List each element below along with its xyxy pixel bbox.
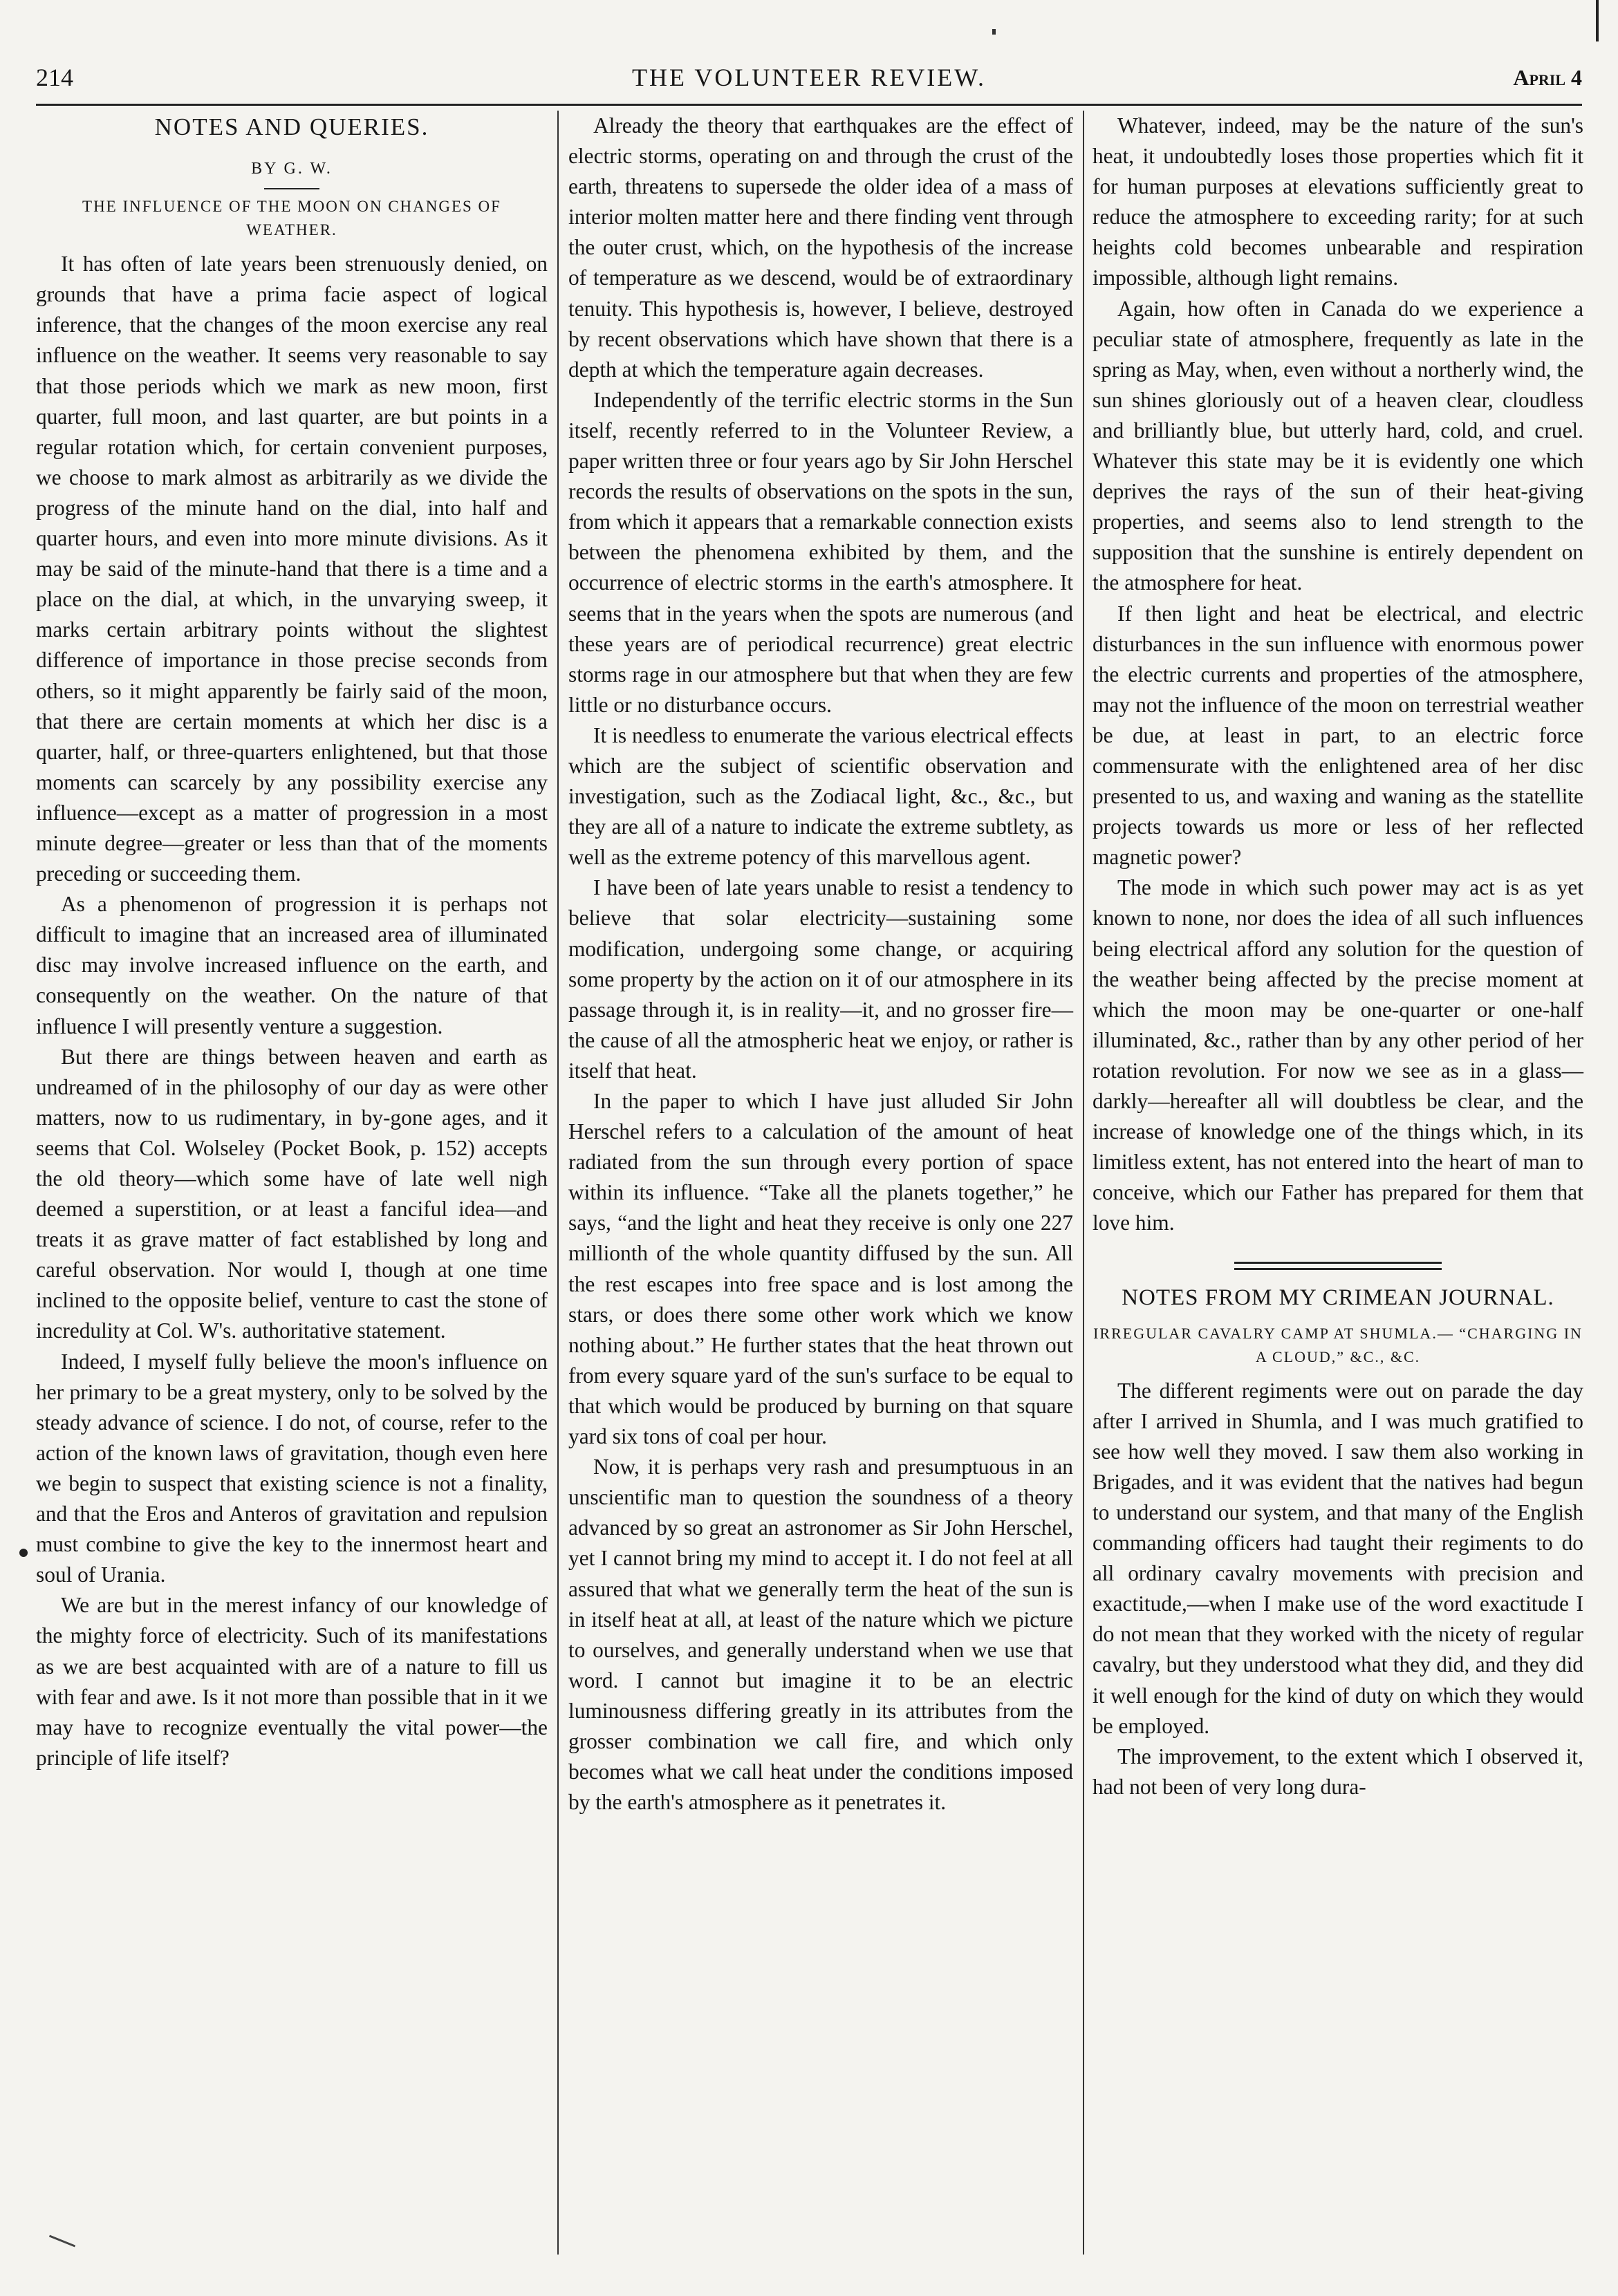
article-subheading: THE INFLUENCE OF THE MOON ON CHANGES OF WEATHER. [82,198,501,239]
issue-date: April 4 [1513,65,1582,90]
paragraph: Now, it is perhaps very rash and presumptuous in an unscientific man to question the soundness of a theory advanced by so great an astronomer as Sir John Herschel, yet I cannot bring my mind to accept it. I do not feel at all assured that what we generally term the heat of the sun is in itself heat at all, at least of the nature which we picture to ourselves, and generally understand when we use that word. I cannot but imagine it to be an electric luminousness differing greatly in its attributes from the grosser combination we call fire, and which only becomes what we call heat under the conditions imposed by the earth's atmosphere as it penetrates it. [568,1455,1073,1815]
article-heading: NOTES AND QUERIES. [154,113,429,140]
paragraph: Indeed, I myself fully believe the moon's influence on her primary to be a great mystery, only to be solved by the steady advance of science. I do not, of course, refer to the action of the known laws of gravitation, though even here we begin to suspect that existing science is not a finality, and that the Eros and Anteros of gravitation and repulsion must combine to give the key to the innermost heart and soul of Urania. [36,1349,548,1587]
article-subheading: IRREGULAR CAVALRY CAMP AT SHUMLA.— “CHARGING IN A CLOUD,” &C., &C. [1093,1324,1583,1365]
column-2 [568,111,1073,2255]
margin-mark [19,1549,28,1557]
paragraph: In the paper to which I have just alluded Sir John Herschel refers to a calculation of the amount of heat radiated from the sun through every portion of space within its influence. “Take all the planets together,” he says, “and the light and heat they receive is only one 227 millionth of the whole quantity diffused by the sun. All the rest escapes into free space and is lost among the stars, or does there some other work which we know nothing about.” He further states that the heat thrown out from every square yard of the sun's surface to be equal to that which would be produced by burning on that square yard six tons of coal per hour. [568,1089,1073,1449]
article-separator [1092,1262,1583,1270]
page-header [36,50,1582,105]
header-rule [36,104,1582,106]
paragraph: It has often of late years been strenuously denied, on grounds that have a prima facie aspect of logical inference, that the changes of the moon exercise any real influence on the weather. It seems very reasonable to say that those periods which we mark as new moon, first quarter, full moon, and last quarter, are but points in a regular rotation which, for certain convenient purposes, we choose to mark almost as arbitrarily as we divide the progress of the minute hand on the dial, into half and quarter hours, and even into more minute divisions. As it may be said of the minute-hand that there is a time and a place on the dial, at which, in the unvarying sweep, it marks certain arbitrary points without the slightest difference of importance in those precise seconds from others, so it might apparently be fairly said of the moon, that there are certain moments at which her disc is a quarter, half, or three-quarters enlightened, but that those moments can scarcely by any possibility exercise any influence—except as a matter of progression in a most minute degree—greater or less than that of the moments preceding or succeeding them. [36,252,548,886]
margin-mark [992,29,996,35]
paragraph: If then light and heat be electrical, and electric disturbances in the sun influence with enormous power the electric currents and properties of the atmosphere, may not the influence of the moon on terrestrial weather be due, at least in part, to an electric force commensurate with the enlightened area of her disc presented to us, and waxing and waning as the statellite projects towards us more or less of her reflected magnetic power? [1092,601,1583,870]
paragraph: The improvement, to the extent which I observed it, had not been of very long dura- [1092,1744,1583,1799]
margin-mark [1596,0,1599,41]
column-1 [36,111,548,2255]
paragraph: As a phenomenon of progression it is perhaps not difficult to imagine that an increased area of illuminated disc may involve increased influence on the earth, and consequently on the weather. On the nature of that influence I will presently venture a suggestion. [36,892,548,1038]
paragraph: It is needless to enumerate the various electrical effects which are the subject of scientific observation and investigation, such as the Zodiacal light, &c., &c., but they are all of a nature to indicate the extreme subtlety, as well as the extreme potency of this marvellous agent. [568,722,1073,870]
paragraph: Whatever, indeed, may be the nature of the sun's heat, it undoubtedly loses those properties which fit it for human purposes at elevations sufficiently great to reduce the atmosphere to exceeding rarity; for at such heights cold becomes unbearable and respiration impossible, although light remains. [1092,113,1583,290]
paragraph: But there are things between heaven and earth as undreamed of in the philosophy of our day as were other matters, now to us rudimentary, in by-gone ages, and it seems that Col. Wolseley (Pocket Book, p. 152) accepts the old theory—which some have of late well nigh deemed a superstition, or at least a fanciful idea—and treats it as grave matter of fact established by long and careful observation. Nor would I, though at one time inclined to the opposite belief, venture to cast the stone of incredulity at Col. W's. authoritative statement. [36,1044,548,1343]
column-rule-2 [1083,111,1084,2255]
article-heading: NOTES FROM MY CRIMEAN JOURNAL. [1122,1285,1554,1311]
column-rule-1 [557,111,559,2255]
paragraph: Already the theory that earthquakes are the effect of electric storms, operating on and through the crust of the earth, threatens to supersede the older idea of a mass of interior molten matter here and there finding vent through the outer crust, which, on the hypothesis of the increase of temperature as we descend, would be of extraordinary tenuity. This hypothesis is, however, I believe, destroyed by recent observations which have shown that there is a depth at which the temperature again decreases. [568,113,1073,382]
paragraph: The mode in which such power may act is as yet known to none, nor does the idea of all such influences being electrical afford any solution for the question of the weather being affected by the precise moment at which the moon may be one-quarter or one-half illuminated, &c., rather than by any other period of her rotation revolution. For now we see as in a glass—darkly—hereafter all will doubtless be clear, and the increase of knowledge one of the things which, in its limitless extent, has not entered into the heart of man to conceive, which our Father has prepared for them that love him. [1092,875,1583,1235]
publication-title: THE VOLUNTEER REVIEW. [632,64,986,91]
page-number: 214 [36,64,73,91]
paragraph: The different regiments were out on parade the day after I arrived in Shumla, and I was much gratified to see how well they moved. I saw them also working in Brigades, and it was evident that the natives had begun to understand our system, and that many of the English commanding officers had taught their regiments to do all ordinary cavalry movements with precision and exactitude,—when I make use of the word exactitude I do not mean that they worked with the nicety of regular cavalry, but they understood what they did, and they did it well enough for the kind of duty on which they would be employed. [1092,1378,1583,1738]
paragraph: We are but in the merest infancy of our knowledge of the mighty force of electricity. Such of its manifestations as we are best acquainted with are of a nature to fill us with fear and awe. Is it not more than possible that in it we may have to recognize eventually the vital power—the principle of life itself? [36,1593,548,1770]
byline-rule [264,188,319,189]
paragraph: I have been of late years unable to resist a tendency to believe that solar electricity—sustaining some modification, undergoing some change, or acquiring some property by the action on it of our atmosphere in its passage through it, is in reality—it, and no grosser fire— the cause of all the atmospheric heat we enjoy, or rather is itself that heat. [568,875,1073,1083]
paragraph: Independently of the terrific electric storms in the Sun itself, recently referred to in the Volunteer Review, a paper written three or four years ago by Sir John Herschel records the results of observations on the spots in the sun, from which it appears that a remarkable connection exists between the phenomena exhibited by them, and the occurrence of electric storms in the earth's atmosphere. It seems that in the years when the spots are numerous (and these years are of periodical recurrence) great electric storms rage in our atmosphere but that when they are few little or no disturbance occurs. [568,387,1073,717]
column-3 [1092,111,1583,2255]
paragraph: Again, how often in Canada do we experience a peculiar state of atmosphere, frequently as late in the spring as May, when, even without a northerly wind, the sun shines gloriously out of a heaven clear, cloudless and brilliantly blue, but utterly hard, cold, and cruel. Whatever this state may be it is evidently one which deprives the rays of the sun of their heat-giving properties, and seems also to lend strength to the supposition that the sunshine is entirely dependent on the atmosphere for heat. [1092,296,1583,595]
article-byline: BY G. W. [251,160,333,178]
